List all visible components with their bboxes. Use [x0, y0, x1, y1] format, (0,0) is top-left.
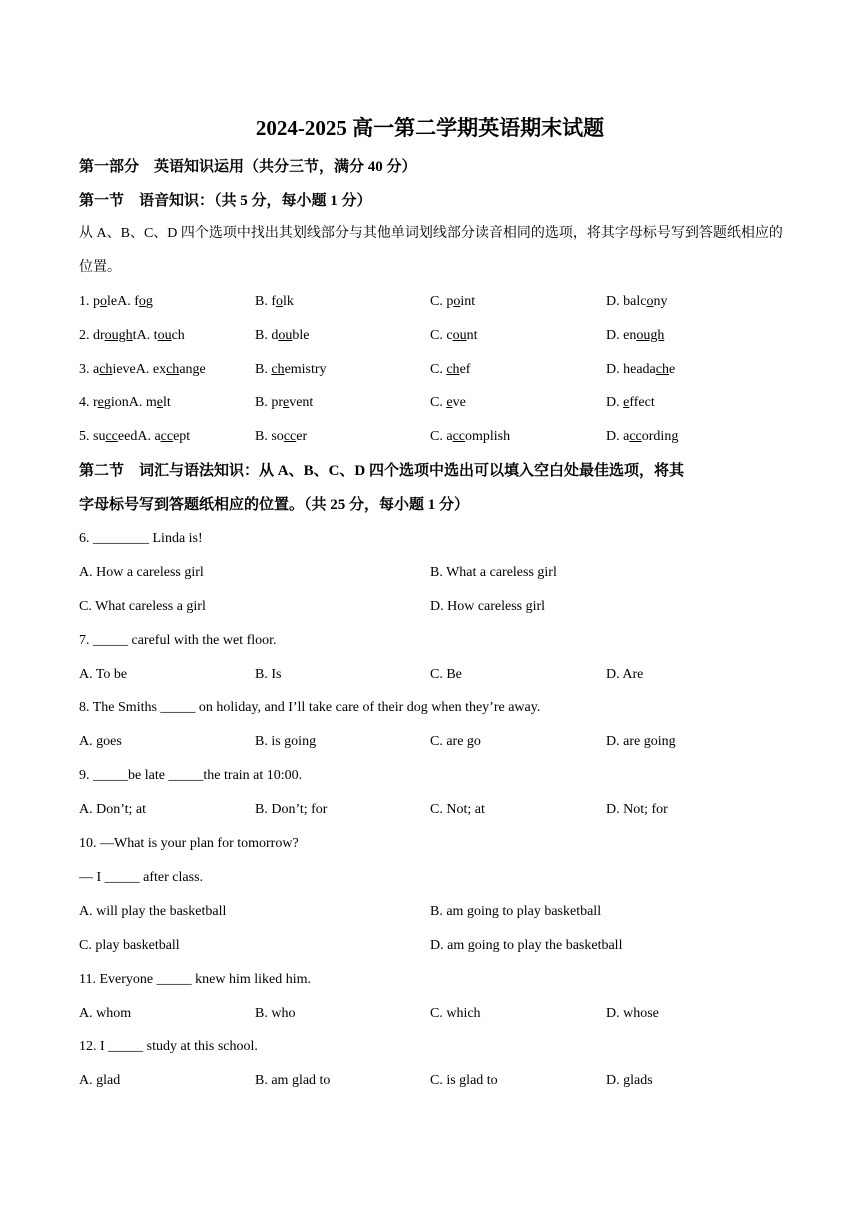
option: A. Don’t; at [79, 802, 147, 817]
underlined-letters: cc [283, 429, 297, 444]
word-part: C. c [430, 328, 453, 343]
option [255, 360, 327, 380]
underlined-letters: ch [446, 362, 460, 377]
underlined-letters: ou [452, 328, 467, 343]
question-stem [0, 834, 860, 854]
question-text: 8. The Smiths _____ on holiday, and I’ll take care of their dog when they’re away. [79, 700, 541, 715]
word-part: emistry [284, 362, 327, 377]
word-part: A. ex [135, 362, 167, 377]
question-stem [0, 1037, 860, 1057]
word-part: 1. p [79, 294, 100, 309]
options-row [0, 800, 860, 820]
underlined-letters: ch [99, 362, 113, 377]
page-title: 2024-2025 高一第二学期英语期末试题 [255, 116, 605, 140]
options-row [0, 1004, 860, 1024]
option [606, 360, 675, 380]
underlined-letters: ou [157, 328, 172, 343]
underlined-letters: ch [166, 362, 180, 377]
option: A. will play the basketball [79, 904, 227, 919]
question-stem [79, 427, 190, 447]
option: D. Not; for [606, 802, 668, 817]
underlined-letters: o [453, 294, 461, 309]
word-part: nt [466, 328, 478, 343]
options-row [0, 732, 860, 752]
question-text: 7. _____ careful with the wet floor. [79, 633, 277, 648]
underlined-letters: e [283, 395, 290, 410]
word-part: ef [459, 362, 471, 377]
word-part: int [460, 294, 476, 309]
option [430, 427, 510, 447]
word-part: C. a [430, 429, 453, 444]
underlined-letters: ch [271, 362, 285, 377]
underlined-letters: e [623, 395, 630, 410]
underlined-letters: e [97, 395, 104, 410]
option: A. goes [79, 734, 122, 749]
option: C. What careless a girl [79, 599, 206, 614]
word-part: 5. su [79, 429, 106, 444]
phonetic-question [0, 326, 860, 346]
word-part: 3. a [79, 362, 100, 377]
question-stem [79, 360, 206, 380]
word-part: g [145, 294, 153, 309]
word-part: omplish [465, 429, 511, 444]
question-text: 11. Everyone _____ knew him liked him. [79, 972, 311, 987]
option [606, 393, 655, 413]
underlined-letters: o [276, 294, 283, 309]
option: D. glads [606, 1073, 653, 1088]
option: D. whose [606, 1006, 659, 1021]
phonetic-question [0, 292, 860, 312]
underlined-letters: o [646, 294, 654, 309]
options-row [0, 936, 860, 956]
option: B. What a careless girl [430, 565, 557, 580]
word-part: ve [452, 395, 466, 410]
section2-heading-line2: 字母标号写到答题纸相应的位置。（共 25 分，每小题 1 分） [79, 497, 470, 513]
option [430, 360, 470, 380]
option: D. How careless girl [430, 599, 546, 614]
options-row [0, 1071, 860, 1091]
word-part: A. m [128, 395, 157, 410]
option [606, 292, 667, 312]
word-part: A. a [137, 429, 161, 444]
word-part: B. f [255, 294, 276, 309]
question-stem [79, 326, 185, 346]
underlined-letters: cc [629, 429, 642, 444]
question-stem [0, 970, 860, 990]
option: B. Don’t; for [255, 802, 328, 817]
word-part: lt [163, 395, 171, 410]
word-part: 4. r [79, 395, 98, 410]
question-stem [0, 868, 860, 888]
option: D. Are [606, 667, 644, 682]
underlined-letters: e [446, 395, 453, 410]
question-stem [79, 393, 171, 413]
option [606, 427, 678, 447]
word-part: C. [430, 395, 447, 410]
word-part: D. a [606, 429, 630, 444]
word-part: ffect [629, 395, 655, 410]
question-stem [0, 529, 860, 549]
option: C. play basketball [79, 938, 180, 953]
options-row [0, 563, 860, 583]
section1-instruction: 从 A、B、C、D 四个选项中找出其划线部分与其他单词划线部分读音相同的选项，将其字母标号写到答题纸相应的位置。 [79, 226, 783, 275]
options-row [0, 665, 860, 685]
underlined-letters: o [100, 294, 107, 309]
underlined-letters: cc [452, 429, 465, 444]
underlined-letters: o [138, 294, 146, 309]
word-part: ble [292, 328, 310, 343]
option: A. glad [79, 1073, 121, 1088]
question-text: 12. I _____ study at this school. [79, 1039, 258, 1054]
option: A. To be [79, 667, 128, 682]
option: C. Be [430, 667, 462, 682]
word-part: e [668, 362, 676, 377]
options-row [0, 597, 860, 617]
option: B. am glad to [255, 1073, 331, 1088]
word-part: A. t [136, 328, 158, 343]
word-part: B. [255, 362, 272, 377]
word-part: D. [606, 395, 624, 410]
options-row [0, 902, 860, 922]
word-part: D. heada [606, 362, 656, 377]
word-part: t [132, 328, 137, 343]
underlined-letters: ch [655, 362, 669, 377]
option: B. who [255, 1006, 296, 1021]
word-part: lk [283, 294, 294, 309]
option: C. are go [430, 734, 481, 749]
option [255, 326, 309, 346]
option: A. whom [79, 1006, 132, 1021]
option: B. Is [255, 667, 282, 682]
word-part: ording [641, 429, 679, 444]
option [430, 393, 466, 413]
option [430, 292, 475, 312]
word-part: ch [171, 328, 185, 343]
option: C. Not; at [430, 802, 485, 817]
word-part: B. d [255, 328, 279, 343]
word-part: gion [103, 395, 129, 410]
section2-heading-line1: 第二节 词汇与语法知识：从 A、B、C、D 四个选项中选出可以填入空白处最佳选项，将其 [79, 463, 685, 479]
option: B. am going to play basketball [430, 904, 602, 919]
option [606, 326, 664, 346]
word-part: er [296, 429, 308, 444]
question-text: 6. ________ Linda is! [79, 531, 203, 546]
underlined-letters: cc [105, 429, 118, 444]
underlined-letters: ou [278, 328, 293, 343]
question-text: 10. —What is your plan for tomorrow? [79, 836, 299, 851]
word-part: 2. dr [79, 328, 105, 343]
word-part: ept [173, 429, 191, 444]
word-part: ny [653, 294, 668, 309]
question-stem [79, 292, 153, 312]
phonetic-question [0, 360, 860, 380]
word-part: D. en [606, 328, 637, 343]
option: A. How a careless girl [79, 565, 204, 580]
option [255, 427, 307, 447]
word-part: B. so [255, 429, 284, 444]
question-text: — I _____ after class. [79, 870, 204, 885]
word-part: A. f [117, 294, 139, 309]
word-part: ieve [112, 362, 136, 377]
question-text: 9. _____be late _____the train at 10:00. [79, 768, 303, 783]
underlined-letters: ough [104, 328, 133, 343]
underlined-letters: cc [160, 429, 174, 444]
word-part: vent [289, 395, 314, 410]
option: C. which [430, 1006, 481, 1021]
word-part: ange [179, 362, 206, 377]
option: D. are going [606, 734, 676, 749]
underlined-letters: e [156, 395, 163, 410]
section1-heading: 第一节 语音知识：（共 5 分，每小题 1 分） [79, 193, 372, 209]
word-part: le [107, 294, 118, 309]
option: B. is going [255, 734, 317, 749]
option [255, 393, 313, 413]
question-stem [0, 698, 860, 718]
phonetic-question [0, 393, 860, 413]
underlined-letters: ough [636, 328, 665, 343]
option [255, 292, 294, 312]
word-part: C. p [430, 294, 454, 309]
word-part: D. balc [606, 294, 647, 309]
option [430, 326, 477, 346]
question-stem [0, 631, 860, 651]
part1-heading: 第一部分 英语知识运用（共分三节，满分 40 分） [79, 159, 417, 175]
phonetic-question [0, 427, 860, 447]
question-stem [0, 766, 860, 786]
option: D. am going to play the basketball [430, 938, 623, 953]
word-part: eed [117, 429, 138, 444]
word-part: B. pr [255, 395, 283, 410]
option: C. is glad to [430, 1073, 498, 1088]
word-part: C. [430, 362, 447, 377]
